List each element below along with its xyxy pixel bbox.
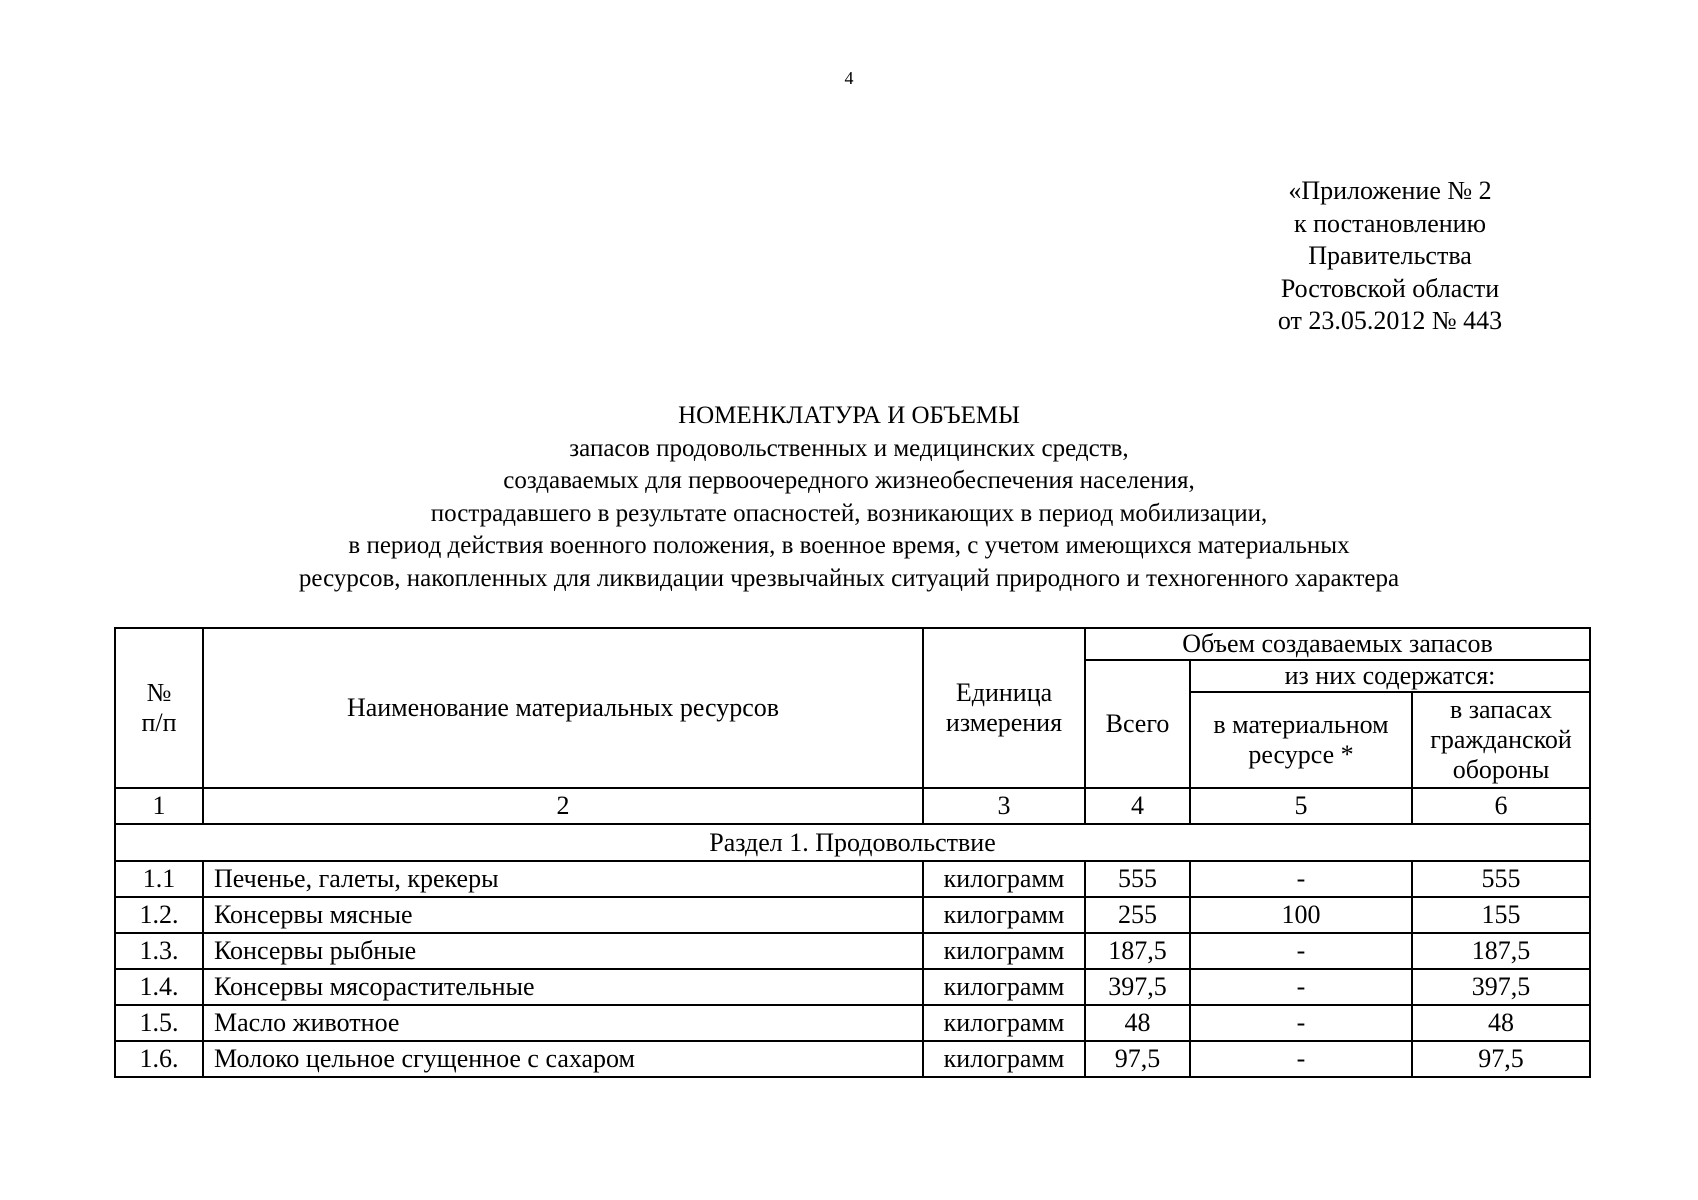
header-row xyxy=(115,628,1590,660)
title-heading: НОМЕНКЛАТУРА И ОБЪЕМЫ xyxy=(678,402,1020,429)
header-unit-line: измерения xyxy=(945,708,1063,737)
row-total: 555 xyxy=(1085,861,1190,897)
table-row xyxy=(115,969,1590,1005)
title-line: в период действия военного положения, в военное время, с учетом имеющихся материальных xyxy=(348,532,1350,559)
row-unit: килограмм xyxy=(923,897,1085,933)
row-civil: 187,5 xyxy=(1412,933,1590,969)
header-civil-defense xyxy=(1412,692,1590,788)
header-material-line: ресурсе * xyxy=(1248,740,1354,769)
title-line: запасов продовольственных и медицинских средств, xyxy=(569,434,1129,462)
row-total: 187,5 xyxy=(1085,933,1190,969)
row-material: - xyxy=(1190,933,1412,969)
title-line: ресурсов, накопленных для ликвидации чрезвычайных ситуаций природного и техногенного характера xyxy=(298,564,1400,592)
row-civil: 97,5 xyxy=(1412,1041,1590,1077)
page-number: 4 xyxy=(844,68,854,88)
row-name: Печенье, галеты, крекеры xyxy=(203,861,923,897)
row-material: - xyxy=(1190,969,1412,1005)
table-row xyxy=(115,1041,1590,1077)
column-number: 6 xyxy=(1412,788,1590,824)
row-unit: килограмм xyxy=(923,969,1085,1005)
appendix-line: к постановлению xyxy=(1293,208,1487,238)
row-material: - xyxy=(1190,1005,1412,1041)
appendix-line: Ростовской области xyxy=(1280,273,1500,303)
header-material xyxy=(1190,692,1412,788)
row-unit: килограмм xyxy=(923,1041,1085,1077)
header-num-line: п/п xyxy=(141,708,177,737)
appendix-line: Правительства xyxy=(1308,241,1472,270)
table-row xyxy=(115,861,1590,897)
header-num xyxy=(115,628,203,788)
section-row xyxy=(115,824,1590,861)
row-civil: 555 xyxy=(1412,861,1590,897)
row-total: 48 xyxy=(1085,1005,1190,1041)
header-civil-line: гражданской xyxy=(1430,725,1572,754)
header-civil-line: в запасах xyxy=(1449,695,1553,724)
header-name: Наименование материальных ресурсов xyxy=(203,628,923,788)
header-unit xyxy=(923,628,1085,788)
header-num-line: № xyxy=(146,678,172,707)
row-civil: 397,5 xyxy=(1412,969,1590,1005)
appendix-line: от 23.05.2012 № 443 xyxy=(1277,306,1503,335)
row-num: 1.5. xyxy=(115,1005,203,1041)
row-civil: 48 xyxy=(1412,1005,1590,1041)
row-num: 1.6. xyxy=(115,1041,203,1077)
row-name: Консервы мясные xyxy=(203,897,923,933)
row-num: 1.1 xyxy=(115,861,203,897)
header-material-line: в материальном xyxy=(1213,710,1389,739)
row-name: Консервы рыбные xyxy=(203,933,923,969)
title-line: пострадавшего в результате опасностей, возникающих в период мобилизации, xyxy=(430,499,1268,527)
nomenclature-table xyxy=(114,627,1591,1078)
table-row xyxy=(115,933,1590,969)
row-unit: килограмм xyxy=(923,1005,1085,1041)
row-name: Молоко цельное сгущенное с сахаром xyxy=(203,1041,923,1077)
table-row xyxy=(115,1005,1590,1041)
column-number: 2 xyxy=(203,788,923,824)
table-row xyxy=(115,897,1590,933)
appendix-reference xyxy=(1240,175,1540,338)
column-number: 1 xyxy=(115,788,203,824)
header-of-which: из них содержатся: xyxy=(1190,660,1590,692)
row-material: - xyxy=(1190,861,1412,897)
row-name: Масло животное xyxy=(203,1005,923,1041)
row-name: Консервы мясорастительные xyxy=(203,969,923,1005)
column-number: 3 xyxy=(923,788,1085,824)
document-title xyxy=(0,400,1698,595)
section-title: Раздел 1. Продовольствие xyxy=(115,824,1590,861)
row-total: 97,5 xyxy=(1085,1041,1190,1077)
header-volume: Объем создаваемых запасов xyxy=(1085,628,1590,660)
row-unit: килограмм xyxy=(923,861,1085,897)
column-numbers-row xyxy=(115,788,1590,824)
header-civil-line: обороны xyxy=(1452,755,1550,784)
row-material: 100 xyxy=(1190,897,1412,933)
row-num: 1.2. xyxy=(115,897,203,933)
title-line: создаваемых для первоочередного жизнеобеспечения населения, xyxy=(503,467,1195,494)
appendix-line: «Приложение № 2 xyxy=(1288,176,1492,205)
row-total: 397,5 xyxy=(1085,969,1190,1005)
column-number: 5 xyxy=(1190,788,1412,824)
row-material: - xyxy=(1190,1041,1412,1077)
column-number: 4 xyxy=(1085,788,1190,824)
row-num: 1.3. xyxy=(115,933,203,969)
row-total: 255 xyxy=(1085,897,1190,933)
row-unit: килограмм xyxy=(923,933,1085,969)
header-unit-line: Единица xyxy=(955,678,1053,707)
row-num: 1.4. xyxy=(115,969,203,1005)
row-civil: 155 xyxy=(1412,897,1590,933)
header-total: Всего xyxy=(1085,660,1190,788)
